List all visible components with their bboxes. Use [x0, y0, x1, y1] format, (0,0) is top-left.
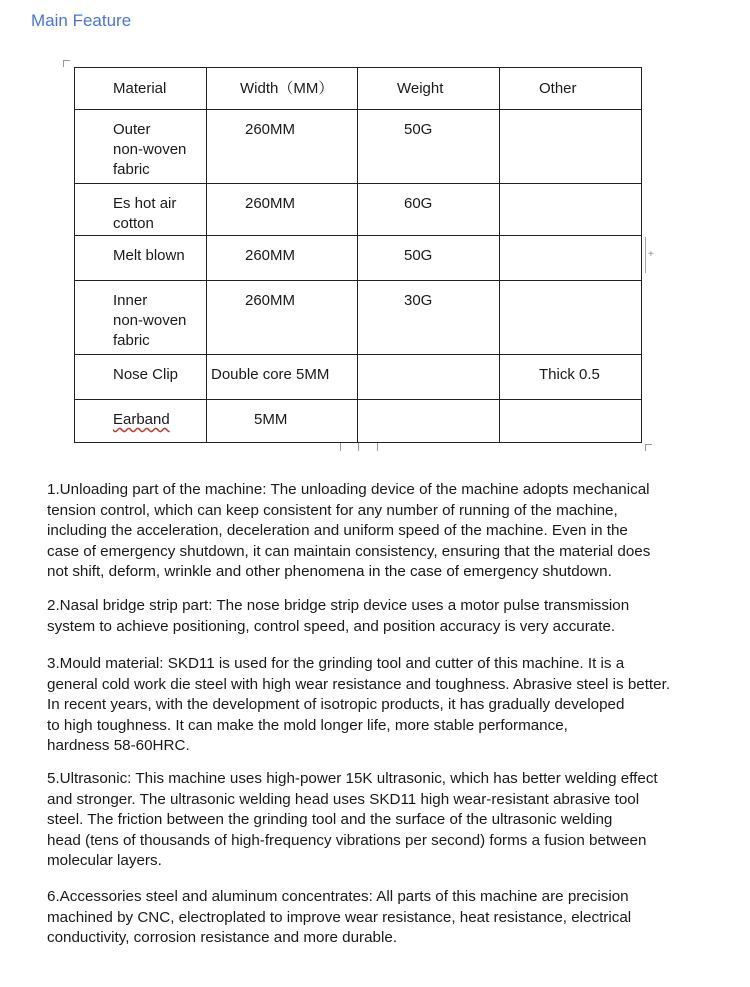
cell-width: Double core 5MM [207, 355, 358, 400]
cell-other [500, 281, 642, 355]
header-other: Other [500, 68, 642, 110]
cell-weight: 30G [358, 281, 500, 355]
table-header-row [75, 68, 642, 110]
table-row [75, 236, 642, 281]
cell-material: Nose Clip [75, 355, 207, 400]
table-anchor-mark [63, 60, 70, 67]
cell-weight: 50G [358, 110, 500, 184]
earband-label: Earband [113, 411, 170, 428]
cell-other [500, 110, 642, 184]
cell-material: Es hot air cotton [75, 184, 207, 236]
row-resize-marker: + [645, 237, 654, 273]
table-row [75, 281, 642, 355]
cell-material: Outer non-woven fabric [75, 110, 207, 184]
header-width: Width（MM） [207, 68, 358, 110]
feature-paragraph-ultrasonic: 5.Ultrasonic: This machine uses high-power 15K ultrasonic, which has better welding effect and stronger. The ultrasonic welding head uses SKD11 high wear-resistant abrasive tool steel. The friction between the grinding tool and the surface of the ultrasonic welding head (tens of thousands of high-frequency vibrations per second) forms a fusion between molecular layers. [47, 770, 658, 870]
header-weight: Weight [358, 68, 500, 110]
column-resize-marker [340, 443, 378, 451]
cell-material: Melt blown [75, 236, 207, 281]
cell-width: 260MM [207, 281, 358, 355]
cell-width: 260MM [207, 110, 358, 184]
table-resize-handle[interactable] [645, 444, 652, 451]
cell-weight: 60G [358, 184, 500, 236]
cell-material: Inner non-woven fabric [75, 281, 207, 355]
page-title: Main Feature [31, 11, 132, 30]
feature-paragraph-unloading: 1.Unloading part of the machine: The unloading device of the machine adopts mechanical tension control, which can keep consistent for any number of running of the machine, including the acceleration, deceleration and uniform speed of the machine. Even in the case of emergency shutdown, it can maintain consistency, ensuring that the material does not shift, deform, wrinkle and other phenomena in the case of emergency shutdown. [47, 481, 651, 581]
table-row [75, 355, 642, 400]
cell-other [500, 184, 642, 236]
cell-width: 260MM [207, 184, 358, 236]
cell-material [75, 400, 207, 443]
material-spec-table [74, 67, 642, 443]
cell-width: 260MM [207, 236, 358, 281]
cell-width: 5MM [207, 400, 358, 443]
header-material: Material [75, 68, 207, 110]
feature-paragraph-accessories: 6.Accessories steel and aluminum concentrates: All parts of this machine are precision machined by CNC, electroplated to improve wear resistance, heat resistance, electrical conductivity, corrosion resistance and more durable. [47, 888, 632, 947]
feature-paragraph-nasal-bridge: 2.Nasal bridge strip part: The nose bridge strip device uses a motor pulse transmission system to achieve positioning, control speed, and position accuracy is very accurate. [47, 597, 630, 635]
cell-other [500, 400, 642, 443]
cell-other [500, 236, 642, 281]
table-row [75, 184, 642, 236]
table-row [75, 400, 642, 443]
feature-paragraph-mould: 3.Mould material: SKD11 is used for the grinding tool and cutter of this machine. It is a general cold work die steel with high wear resistance and toughness. Abrasive steel is better. In recent years, with the development of isotropic products, it has gradually developed to high toughness. It can make the mold longer life, more stable performance, hardness 58-60HRC. [47, 655, 671, 755]
cell-other: Thick 0.5 [500, 355, 642, 400]
table-row [75, 110, 642, 184]
cell-weight [358, 400, 500, 443]
cell-weight [358, 355, 500, 400]
cell-weight: 50G [358, 236, 500, 281]
